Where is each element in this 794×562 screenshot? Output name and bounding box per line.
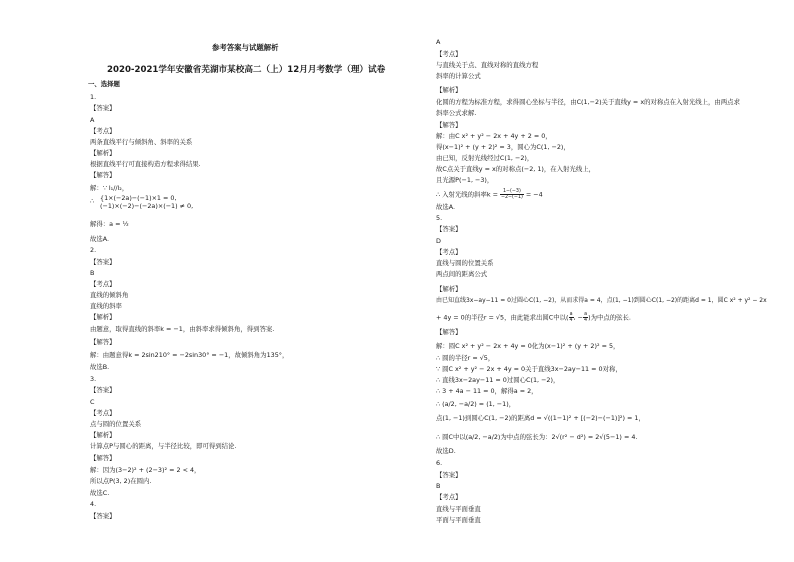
question-number: 2. bbox=[90, 246, 97, 254]
question-number: 4. bbox=[90, 500, 97, 508]
topic-label: 【考点】 bbox=[436, 493, 462, 501]
analysis-text: 由已知直线3x−ay−11 = 0过圆心C(1, −2)，从而求得a = 4，点(1, −1)到圆心C(1, −2)的距离d = 1，圆C x² + y² − 2x bbox=[436, 297, 767, 304]
solution-line: ∴ 3 + 4a − 11 = 0，解得a = 2， bbox=[436, 387, 538, 395]
answer-label: 【答案】 bbox=[90, 512, 116, 520]
solution-line: 由已知，反射光线经过C(1, −2)， bbox=[436, 154, 534, 162]
topic-label: 【考点】 bbox=[436, 50, 462, 58]
topic-label: 【考点】 bbox=[90, 280, 116, 288]
solution-label: 【解答】 bbox=[90, 171, 116, 179]
solution-line: 故C点关于直线y = x的对称点(−2, 1)，在入射光线上， bbox=[436, 165, 596, 173]
choice-line: 故选B. bbox=[90, 363, 110, 371]
solution-line: ∴ 圆C中以(a/2, −a/2)为中点的弦长为：2√(r² − d²) = 2√(5−1) = 4. bbox=[436, 433, 638, 441]
question-number: 1. bbox=[90, 93, 97, 101]
solution-label: 【解答】 bbox=[90, 454, 116, 462]
analysis-text bbox=[436, 312, 631, 323]
topic-label: 【考点】 bbox=[90, 409, 116, 417]
chord-text: + 4y = 0的半径r = √5，由此能求出圆C中以( bbox=[436, 313, 569, 322]
analysis-text: 计算点P与圆心的距离，与半径比较，即可得到结论. bbox=[90, 442, 237, 450]
slope-result: = −4 bbox=[525, 190, 543, 199]
analysis-text: 由题意，取得直线的斜率k = −1，由斜率求得倾斜角，得到答案. bbox=[90, 325, 275, 333]
fraction-denominator: 4 bbox=[569, 318, 573, 323]
topic-text: 两点间的距离公式 bbox=[436, 270, 488, 278]
analysis-label: 【解析】 bbox=[90, 431, 116, 439]
topic-text: 与直线关于点、直线对称的直线方程 bbox=[436, 61, 539, 69]
fraction-numerator: 1−(−3) bbox=[500, 189, 524, 195]
therefore-symbol: ∴ bbox=[90, 197, 95, 205]
topic-text: 点与圆的位置关系 bbox=[90, 420, 142, 428]
slope-formula-line bbox=[436, 189, 543, 200]
analysis-label: 【解析】 bbox=[90, 313, 116, 321]
topic-text: 平面与平面垂直 bbox=[436, 516, 481, 524]
slope-fraction bbox=[500, 189, 524, 200]
answer-label: 【答案】 bbox=[90, 258, 116, 266]
solution-label: 【解答】 bbox=[436, 121, 462, 129]
fraction-denominator: −2−(−1) bbox=[500, 195, 523, 200]
topic-label: 【考点】 bbox=[436, 248, 462, 256]
choice-line: 故选A. bbox=[436, 203, 456, 211]
answer-value: A bbox=[90, 116, 95, 124]
solution-line: 解：∵ l₁//l₂， bbox=[90, 184, 129, 192]
answer-value: A bbox=[436, 38, 441, 46]
choice-line: 故选A. bbox=[90, 235, 110, 243]
choice-line: 故选C. bbox=[90, 489, 110, 497]
analysis-text: 化圆的方程为标准方程，求得圆心坐标与半径，由C(1,−2)关于直线y = x的对称点在入射光线上，由两点求 bbox=[436, 98, 740, 106]
answer-label: 【答案】 bbox=[90, 386, 116, 394]
topic-text: 直线与圆的位置关系 bbox=[436, 259, 494, 267]
chord-text: )为中点的弦长. bbox=[588, 313, 631, 322]
solution-line: 所以点P(3, 2)在圆内. bbox=[90, 477, 152, 485]
answer-label: 【答案】 bbox=[436, 471, 462, 479]
answer-label: 【答案】 bbox=[90, 104, 116, 112]
topic-label: 【考点】 bbox=[90, 127, 116, 135]
question-number: 5. bbox=[436, 214, 443, 222]
answer-value: B bbox=[436, 482, 441, 490]
analysis-label: 【解析】 bbox=[436, 285, 462, 293]
solution-line: 得(x−1)² + (y + 2)² = 3，圆心为C(1, −2)， bbox=[436, 143, 570, 151]
equation-system-line: (−1)×(−2)−(−2a)×(−1) ≠ 0, bbox=[100, 202, 194, 210]
answer-value: C bbox=[90, 398, 95, 406]
solution-line: ∴ 直线3x−2ay−11 = 0过圆心C(1, −2)， bbox=[436, 376, 560, 384]
analysis-label: 【解析】 bbox=[436, 86, 462, 94]
analysis-label: 【解析】 bbox=[90, 149, 116, 157]
document-title: 2020-2021学年安徽省芜湖市某校高二（上）12月月考数学（理）试卷 bbox=[107, 65, 386, 75]
solution-line: 解：由C x² + y² − 2x + 4y + 2 = 0， bbox=[436, 132, 552, 140]
solution-line: 解：由题意得k = 2sin210° = −2sin30° = −1，故倾斜角为135°， bbox=[90, 351, 289, 359]
section-heading: 一、选择题 bbox=[88, 80, 120, 88]
choice-line: 故选D. bbox=[436, 447, 456, 455]
fraction-denominator: 4 bbox=[584, 318, 588, 323]
fraction-numerator: a bbox=[569, 312, 573, 317]
topic-text: 直线的斜率 bbox=[90, 302, 122, 310]
equation-system-line: {1×(−2a)−(−1)×1 = 0, bbox=[100, 194, 177, 202]
solution-line: 解：圆C x² + y² − 2x + 4y = 0化为(x−1)² + (y + 2)² = 5， bbox=[436, 342, 620, 350]
answer-label: 【答案】 bbox=[436, 225, 462, 233]
fraction-numerator: a bbox=[584, 312, 588, 317]
solution-label: 【解答】 bbox=[90, 338, 116, 346]
question-number: 6. bbox=[436, 459, 443, 467]
chord-text: , − bbox=[573, 313, 584, 322]
topic-text: 斜率的计算公式 bbox=[436, 72, 481, 80]
solution-line: ∴ (a/2, −a/2) = (1, −1)， bbox=[436, 400, 516, 408]
analysis-text: 根据直线平行可直接构造方程求得结果. bbox=[90, 160, 201, 168]
solution-line: 解：因为(3−2)² + (2−3)² = 2 < 4， bbox=[90, 466, 201, 474]
topic-text: 直线的倾斜角 bbox=[90, 291, 129, 299]
answer-value: B bbox=[90, 269, 95, 277]
solution-line: 解得：a = ½ bbox=[90, 220, 129, 228]
document-subtitle: 参考答案与试题解析 bbox=[212, 43, 279, 52]
solution-line: 点(1, −1)到圆心C(1, −2)的距离d = √((1−1)² + [(−2)−(−1)]²) = 1， bbox=[436, 414, 645, 422]
slope-prefix: ∴ 入射光线的斜率k = bbox=[436, 190, 498, 199]
topic-text: 两条直线平行与倾斜角、斜率的关系 bbox=[90, 138, 193, 146]
question-number: 3. bbox=[90, 375, 97, 383]
solution-label: 【解答】 bbox=[436, 328, 462, 336]
answer-value: D bbox=[436, 237, 441, 245]
solution-line: 且光源P(−1, −3)， bbox=[436, 176, 494, 184]
topic-text: 直线与平面垂直 bbox=[436, 505, 481, 513]
solution-line: ∴ 圆的半径r = √5， bbox=[436, 354, 495, 362]
analysis-text: 斜率公式求解. bbox=[436, 109, 477, 117]
solution-line: ∵ 圆C x² + y² − 2x + 4y = 0关于直线3x−2ay−11 = 0对称， bbox=[436, 365, 622, 373]
